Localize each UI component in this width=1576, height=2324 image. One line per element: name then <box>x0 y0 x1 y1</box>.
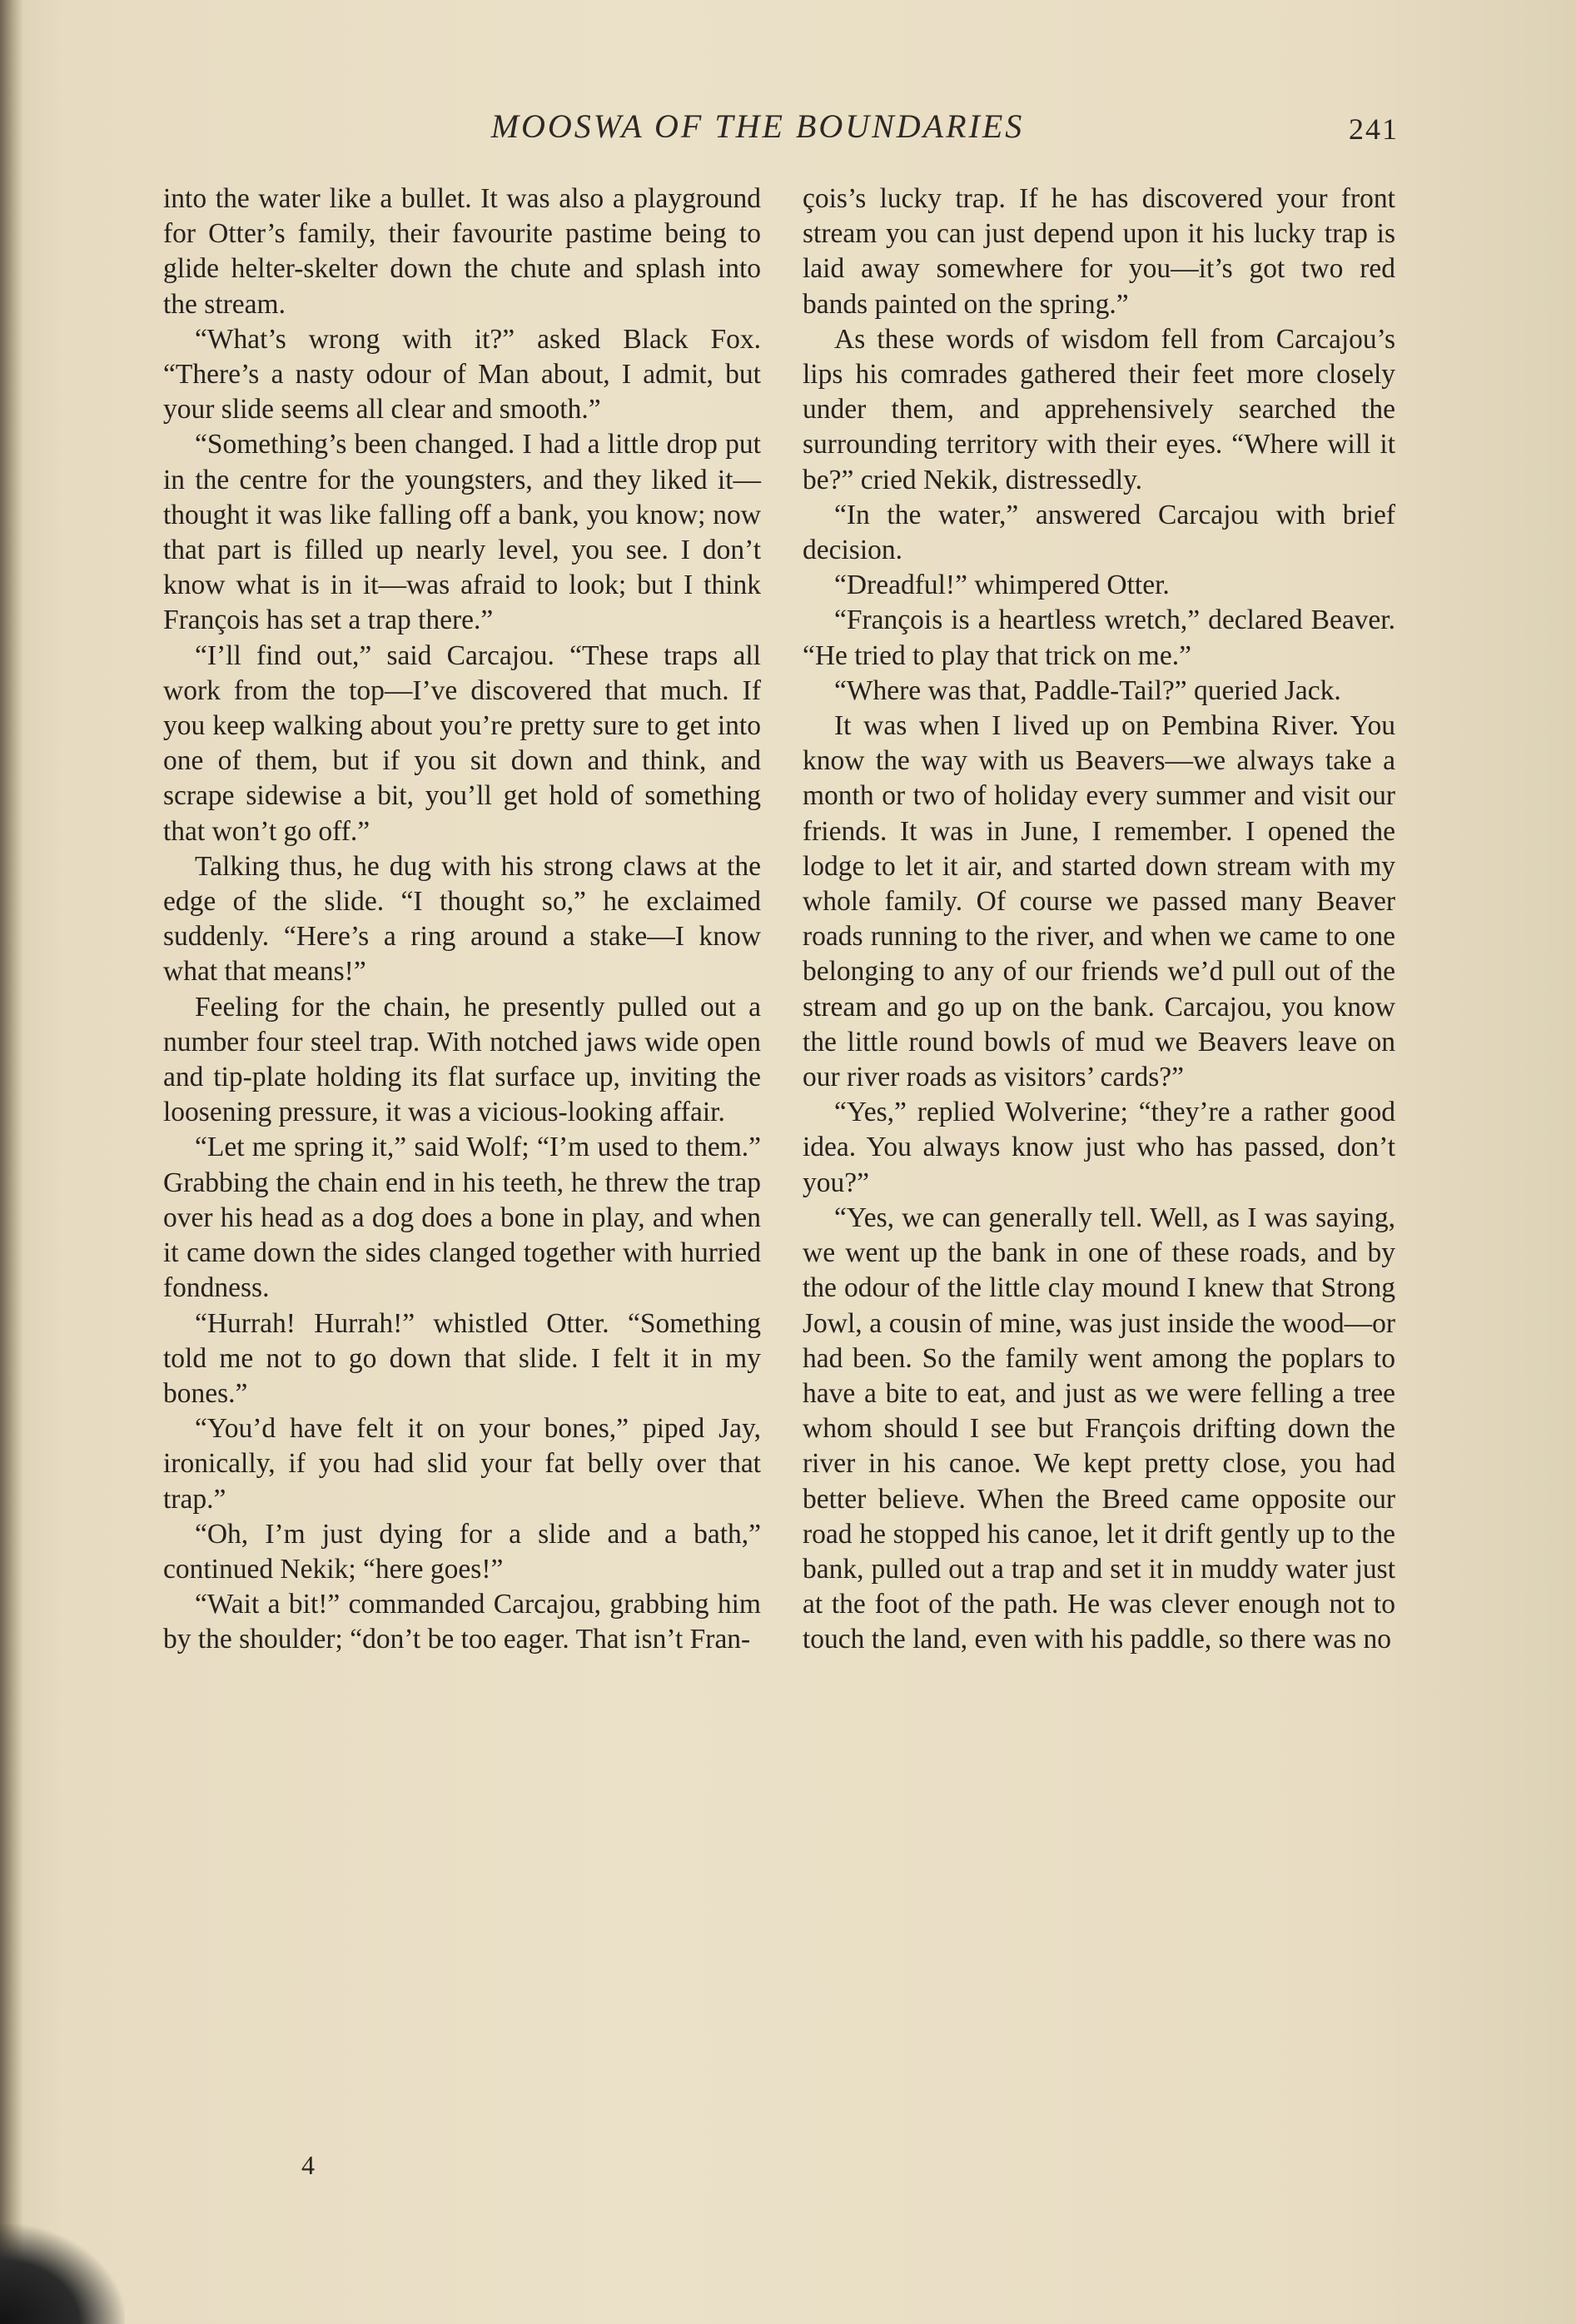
paragraph: “I’ll find out,” said Carcajou. “These traps all work from the top—I’ve discovered that much. If you keep walking about you’re pretty sure to get into one of them, but if you sit down and think, and scrape sidewise a bit, you’ll get hold of something that won’t go off.” <box>163 639 761 847</box>
paragraph: “Dreadful!” whimpered Otter. <box>834 570 1170 601</box>
paragraph: “François is a heartless wretch,” declared Beaver. “He tried to play that trick on me.” <box>803 605 1395 671</box>
signature-mark: 4 <box>301 2150 315 2180</box>
paragraph: çois’s lucky trap. If he has discovered your front stream you can just depend upon it his lucky trap is laid away somewhere for you—it’s got two red bands painted on the spring.” <box>803 183 1395 320</box>
paragraph: It was when I lived up on Pembina River. You know the way with us Beavers—we always take a month or two of holiday every summer and visit our friends. It was in June, I remember. I opened the lodge to let it air, and started down stream with my whole family. Of course we passed many Beaver roads running to the river, and when we came to one belonging to any of our friends we’d pull out of the stream and go up on the bank. Carcajou, you know the little round bowls of mud we Beavers leave on our river roads as visitors’ cards?” <box>803 710 1395 1093</box>
running-head <box>167 107 1465 148</box>
paragraph: “Wait a bit!” commanded Carcajou, grabbing him by the shoulder; “don’t be too eager. That isn’t Fran- <box>163 1589 761 1655</box>
paragraph: “Something’s been changed. I had a little drop put in the centre for the youngsters, and they liked it—thought it was like falling off a bank, you know; now that part is filled up nearly level, you see. I don’t know what is in it—was afraid to look; but I think François has set a trap there.” <box>163 429 761 636</box>
paragraph: “Yes, we can generally tell. Well, as I was saying, we went up the bank in one of these roads, and by the odour of the little clay mound I knew that Strong Jowl, a cousin of mine, was just inside the wood—or had been. So the family went among the poplars to have a bite to eat, and just as we were felling a tree whom should I see but François drifting down the river in his canoe. We kept pretty close, you had better believe. When the Breed came opposite our road he stopped his canoe, let it drift gently up to the bank, pulled out a trap and set it in muddy water just at the foot of the path. He was clever enough not to touch the land, even with his paddle, so there was no <box>803 1202 1395 1655</box>
paragraph: Talking thus, he dug with his strong claws at the edge of the slide. “I thought so,” he exclaimed suddenly. “Here’s a ring around a stake—I know what that means!” <box>163 850 761 988</box>
page-number: 241 <box>1349 112 1399 146</box>
paragraph: As these words of wisdom fell from Carcajou’s lips his comrades gathered their feet more closely under them, and apprehensively searched the surrounding territory with their eyes. “Where will it be?” cried Nekik, distressedly. <box>803 323 1395 495</box>
paragraph: “Let me spring it,” said Wolf; “I’m used to them.” Grabbing the chain end in his teeth, he threw the trap over his head as a dog does a bone in play, and when it came down the sides clanged together with hurried fondness. <box>163 1132 761 1304</box>
paragraph: “Hurrah! Hurrah!” whistled Otter. “Something told me not to go down that slide. I felt it in my bones.” <box>163 1307 761 1409</box>
paragraph: “In the water,” answered Carcajou with brief decision. <box>803 499 1395 566</box>
binding-gutter-shadow <box>0 0 23 2324</box>
paragraph: “You’d have felt it on your bones,” piped Jay, ironically, if you had slid your fat belly over that trap.” <box>163 1413 761 1515</box>
paragraph: “Oh, I’m just dying for a slide and a bath,” continued Nekik; “here goes!” <box>163 1518 761 1585</box>
paragraph: Feeling for the chain, he presently pulled out a number four steel trap. With notched jaws wide open and tip-plate holding its flat surface up, inviting the loosening pressure, it was a vicious-looking affair. <box>163 991 761 1128</box>
running-title: MOOSWA OF THE BOUNDARIES <box>490 107 1025 145</box>
paragraph: “Yes,” replied Wolverine; “they’re a rather good idea. You always know just who has passed, don’t you?” <box>803 1097 1395 1198</box>
paragraph: “What’s wrong with it?” asked Black Fox. “There’s a nasty odour of Man about, I admit, but your slide seems all clear and smooth.” <box>163 323 761 425</box>
right-text-column <box>803 182 1395 1658</box>
left-text-column <box>163 182 761 1658</box>
page-corner-shadow <box>0 2224 125 2324</box>
paragraph: “Where was that, Paddle-Tail?” queried Jack. <box>834 674 1341 706</box>
paragraph: into the water like a bullet. It was also a playground for Otter’s family, their favourite pastime being to glide helter-skelter down the chute and splash into the stream. <box>163 183 761 320</box>
